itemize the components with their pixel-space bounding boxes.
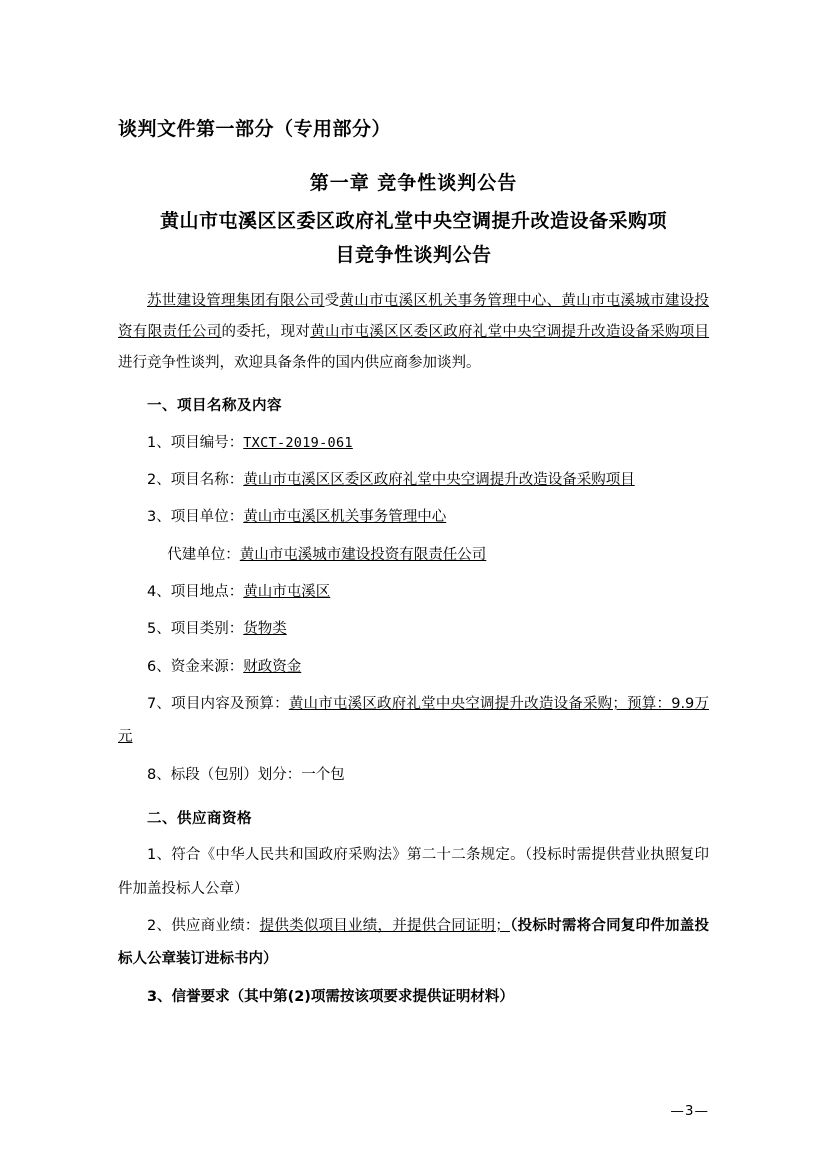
- item-label: 5、项目类别：: [147, 621, 244, 638]
- item-value: 黄山市屯溪区: [243, 583, 331, 600]
- item-value: 一个包: [301, 766, 345, 783]
- chapter-title: 第一章 竞争性谈判公告: [309, 172, 518, 195]
- item-project-category: [118, 613, 709, 646]
- item-value: 黄山市屯溪城市建设投资有限责任公司: [239, 546, 487, 563]
- intro-client-names: 黄山市屯溪区机关事务管理中心、黄山市屯溪城市建设投资有限责任公司: [118, 292, 710, 341]
- intro-text-1: 受: [324, 292, 340, 309]
- item-project-location: [118, 576, 709, 609]
- item-value: 提供类似项目业绩，并提供合同证明；: [259, 917, 510, 934]
- item-value: 黄山市屯溪区政府礼堂中央空调提升改造设备采购；预算：9.9万元: [118, 695, 709, 746]
- item-label: 6、资金来源：: [147, 658, 244, 675]
- item-value: 黄山市屯溪区机关事务管理中心: [243, 509, 447, 526]
- item-funding-source: [118, 651, 709, 684]
- main-title-line-2: 目竞争性谈判公告: [335, 243, 492, 266]
- item-project-name: [118, 464, 709, 497]
- item-label: 2、项目名称：: [147, 471, 244, 488]
- supplier-qualification-item-1: 1、符合《中华人民共和国政府采购法》第二十二条规定。（投标时需提供营业执照复印件加盖投标人公章）: [118, 847, 709, 897]
- page-number: —3—: [670, 1103, 709, 1119]
- item-label: 1、项目编号：: [147, 434, 244, 451]
- item-lot-division: [118, 759, 709, 792]
- intro-project-name: 黄山市屯溪区区委区政府礼堂中央空调提升改造设备采购项目: [310, 324, 710, 341]
- item-label: 2、供应商业绩：: [147, 917, 260, 934]
- supplier-qualification-item-2: [118, 910, 709, 977]
- intro-text-3: 进行竞争性谈判，欢迎具备条件的国内供应商参加谈判。: [118, 355, 481, 372]
- section-one-heading: 一、项目名称及内容: [147, 398, 282, 415]
- main-title-line-1: 黄山市屯溪区区委区政府礼堂中央空调提升改造设备采购项: [159, 210, 667, 233]
- intro-text-2: 的委托，现对: [221, 324, 311, 341]
- intro-paragraph: [118, 286, 709, 380]
- supplier-qualification-item-3: 3、信誉要求（其中第(2)项需按该项要求提供证明材料）: [147, 988, 514, 1005]
- item-label: 8、标段（包别）划分：: [147, 766, 302, 783]
- item-value: 货物类: [243, 621, 287, 638]
- item-project-unit: [118, 501, 709, 534]
- part-title: 谈判文件第一部分（专用部分）: [118, 118, 392, 140]
- item-value: 黄山市屯溪区区委区政府礼堂中央空调提升改造设备采购项目: [243, 471, 635, 488]
- intro-agency-name: 苏世建设管理集团有限公司: [147, 292, 325, 309]
- item-agent-unit: [118, 539, 709, 572]
- section-two-heading: 二、供应商资格: [147, 811, 252, 828]
- item-project-number: [118, 427, 709, 460]
- item-project-content-budget: [118, 688, 709, 755]
- item-label: 7、项目内容及预算：: [147, 695, 289, 712]
- item-label: 代建单位：: [167, 546, 240, 563]
- item-value: 财政资金: [243, 658, 302, 675]
- item-note: （投标时需将合同复印件加盖投标人公章装订进标书内）: [118, 917, 709, 968]
- item-label: 4、项目地点：: [147, 583, 244, 600]
- item-value: TXCT-2019-061: [243, 434, 353, 451]
- item-label: 3、项目单位：: [147, 509, 244, 526]
